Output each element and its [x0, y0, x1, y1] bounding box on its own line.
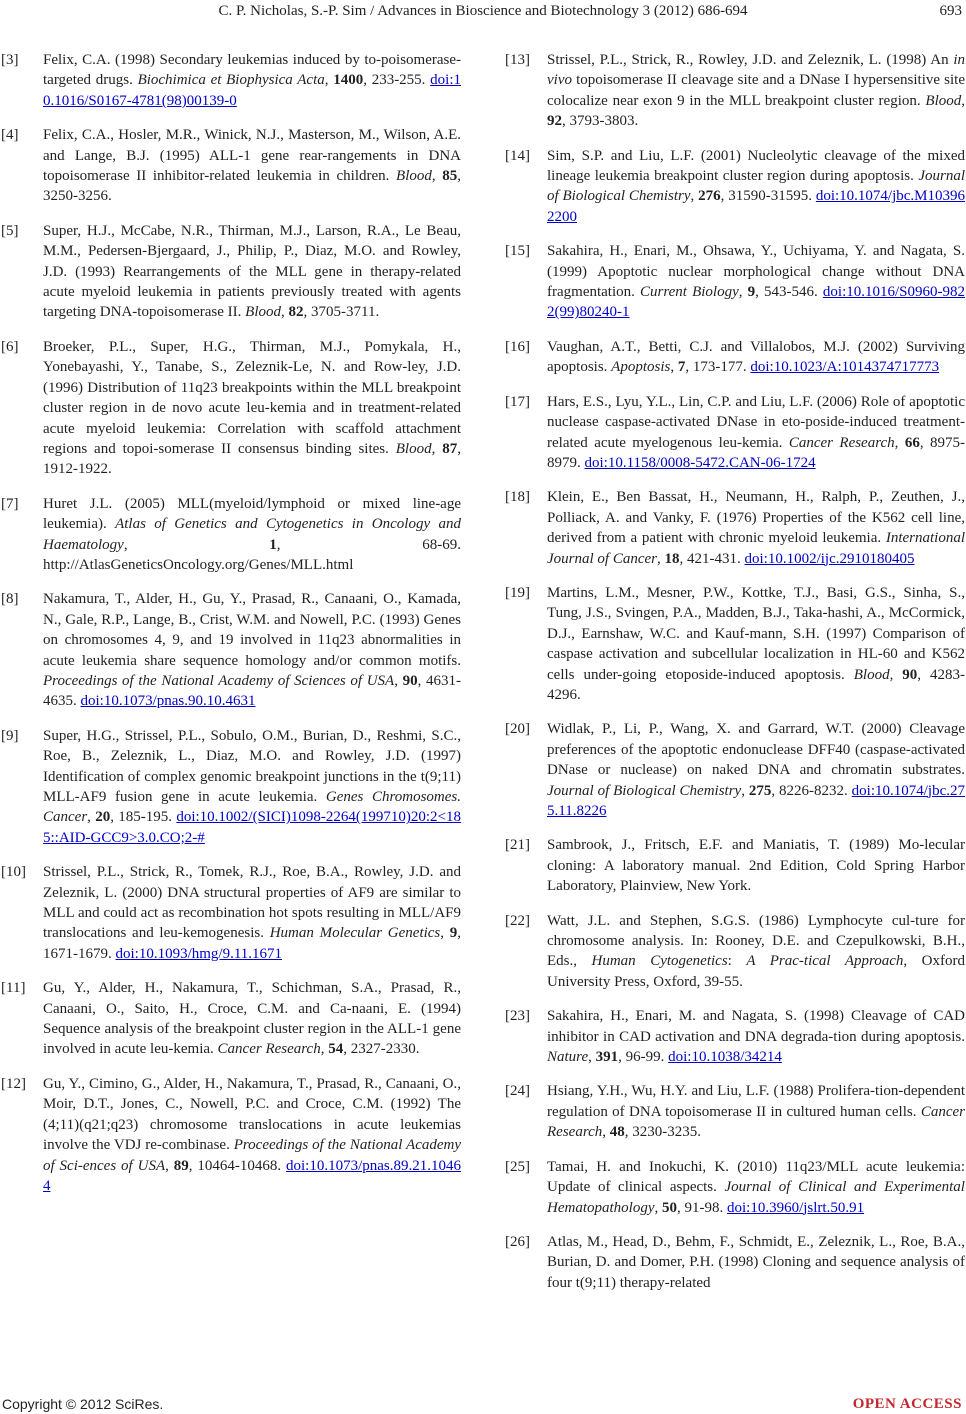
citation-italic: Proceedings of the National Academy of Sciences of USA [43, 672, 395, 689]
citation-text: , 68-69. http://AtlasGeneticsOncology.org/Genes/MLL.html [43, 536, 462, 573]
reference-text [43, 50, 461, 111]
citation-text: , [654, 1199, 662, 1216]
running-title: C. P. Nicholas, S.-P. Sim / Advances in Bioscience and Biotechnology 3 (2012) 686-694 [218, 3, 748, 19]
volume-number: 7 [677, 359, 686, 376]
citation-text: , 1671-1679. [43, 925, 462, 962]
citation-text: , [165, 1157, 174, 1174]
citation-text: , 185-195. [110, 809, 177, 826]
citation-text: , 8975-8979. [547, 434, 966, 471]
doi-link[interactable]: doi:10.1023/A:1014374717773 [750, 359, 940, 376]
citation-text: , 1912-1922. [43, 440, 461, 478]
reference-item [505, 50, 965, 132]
page-header [0, 0, 966, 30]
reference-number: [11] [1, 980, 26, 997]
volume-number: 85 [442, 168, 458, 185]
citation-text: Sim, S.P. and Liu, L.F. (2001) Nucleolytic cleavage of the mixed lineage leukemia breakpoint cluster region during apoptosis. [547, 147, 965, 185]
reference-text [547, 1081, 965, 1142]
doi-link[interactable]: doi:10.1002/(SICI)1098-2264(199710)20:2<185::AID-GCC9>3.0.CO;2-# [43, 809, 462, 846]
reference-item [505, 337, 965, 378]
page-number: 693 [939, 3, 962, 19]
citation-text: Gu, Y., Alder, H., Nakamura, T., Schichman, S.A., Prasad, R., Canaani, O., Saito, H., Croce, C.M. and Ca-naani, E. (1994) Sequence analysis of the breakpoint cluster region in the ALL-1 gene involved in acute leu-kemia. [43, 980, 461, 1058]
reference-number: [16] [505, 338, 530, 355]
volume-number: 1400 [333, 72, 364, 89]
citation-text: , [431, 440, 443, 457]
volume-number: 391 [595, 1049, 619, 1066]
volume-number: 82 [288, 304, 304, 321]
reference-text [43, 337, 461, 480]
copyright-notice: Copyright © 2012 SciRes. [2, 1396, 164, 1412]
citation-text: Huret J.L. (2005) MLL(myeloid/lymphoid or mixed line-age leukemia). [43, 495, 461, 533]
doi-link[interactable]: doi:10.1073/pnas.90.10.4631 [80, 693, 256, 710]
citation-text: , [588, 1049, 596, 1066]
volume-number: 20 [95, 809, 111, 826]
reference-number: [9] [1, 727, 19, 744]
reference-text [43, 221, 461, 323]
volume-number: 9 [747, 284, 756, 301]
citation-text: , [894, 434, 905, 451]
citation-text: , [657, 550, 665, 567]
reference-number: [6] [1, 338, 19, 355]
citation-italic: Nature [547, 1049, 589, 1066]
citation-italic: Biochimica et Biophysica Acta [137, 72, 325, 89]
citation-text: , 3705-3711. [303, 304, 380, 321]
citation-text: , 3250-3256. [43, 168, 462, 205]
citation-text: Strissel, P.L., Strick, R., Rowley, J.D. and Zeleznik, L. (1998) An [547, 52, 954, 68]
reference-item [1, 337, 461, 480]
volume-number: 48 [609, 1124, 625, 1141]
citation-text: , 4283-4296. [547, 666, 966, 703]
citation-text: Vaughan, A.T., Betti, C.J. and Villalobos, M.J. (2002) Surviving apoptosis. [547, 338, 965, 376]
reference-text [43, 494, 461, 576]
reference-item [1, 589, 461, 711]
citation-text: Sakahira, H., Enari, M., Ohsawa, Y., Uchiyama, Y. and Nagata, S. (1999) Apoptotic nuclear morphological change without DNA fragmentation. [547, 243, 965, 301]
doi-link[interactable]: doi:10.1016/S0960-9822(99)80240-1 [547, 284, 966, 321]
citation-italic: Genes Chromosomes. Cancer [43, 789, 461, 826]
citation-text: Watt, J.L. and Stephen, S.G.S. (1986) Lymphocyte cul-ture for chromosome analysis. In: Rooney, D.E. and Czepulkowski, B.H., Eds., [547, 912, 965, 970]
reference-text [43, 978, 461, 1060]
page-footer [0, 1395, 966, 1414]
volume-number: 276 [698, 188, 721, 205]
citation-italic: Journal of Clinical and Experimental Hematopathology [547, 1179, 965, 1216]
reference-item [1, 125, 461, 207]
citation-text: Felix, C.A. (1998) Secondary leukemias induced by to-poisomerase-targeted drugs. [43, 52, 461, 89]
reference-text [547, 719, 965, 821]
citation-italic: Journal of Biological Chemistry [547, 168, 965, 205]
reference-item [505, 719, 965, 821]
citation-text: , Oxford University Press, Oxford, 39-55. [547, 953, 966, 990]
doi-link[interactable]: doi:10.1038/34214 [668, 1049, 782, 1066]
citation-text: , [889, 666, 903, 683]
citation-italic: Blood [853, 666, 890, 683]
reference-item [1, 494, 461, 576]
reference-number: [24] [505, 1083, 530, 1100]
citation-italic: Blood [245, 304, 282, 321]
reference-number: [22] [505, 912, 530, 929]
open-access-label: OPEN ACCESS [852, 1396, 962, 1412]
reference-item [505, 1006, 965, 1067]
volume-number: 9 [449, 925, 458, 942]
reference-text [547, 583, 965, 705]
citation-text: , 91-98. [676, 1199, 727, 1216]
citation-text: Klein, E., Ben Bassat, H., Neumann, H., Ralph, P., Zeuthen, J., Polliack, A. and Vanky, F. (1976) Properties of the K562 cell line, derived from a patient with chronic myeloid leukemia. [547, 489, 965, 547]
doi-link[interactable]: doi:10.1073/pnas.89.21.10464 [43, 1157, 462, 1194]
reference-text [43, 589, 461, 711]
reference-item [1, 978, 461, 1060]
reference-number: [10] [1, 864, 26, 881]
volume-number: 275 [748, 782, 772, 799]
citation-text: Atlas, M., Head, D., Behm, F., Schmidt, E., Zeleznik, L., Roe, B.A., Burian, D. and Domer, P.H. (1998) Cloning and sequence analysis of four t(9;11) therapy-related [547, 1233, 965, 1291]
citation-italic: Cancer Research [547, 1103, 965, 1141]
citation-text: , 3793-3803. [562, 113, 639, 130]
citation-text: , [394, 672, 403, 689]
references-column-left [1, 50, 461, 1210]
citation-text: Hars, E.S., Lyu, Y.L., Lin, C.P. and Liu, L.F. (2006) Role of apoptotic nuclease caspase-activated DNase in eto-poside-induced treatment-related acute myelogenous leu-kemia. [547, 393, 965, 451]
citation-italic: Proceedings of the National Academy of Sci-ences of USA [43, 1137, 461, 1174]
citation-text: , [738, 284, 748, 301]
citation-italic: International Journal of Cancer [547, 530, 965, 567]
reference-number: [7] [1, 495, 19, 512]
citation-text: , [602, 1124, 610, 1141]
reference-number: [17] [505, 393, 530, 410]
citation-text: , 4631-4635. [43, 672, 461, 710]
doi-link[interactable]: doi:10.1074/jbc.275.11.8226 [547, 782, 965, 819]
reference-text [43, 125, 461, 207]
reference-item [505, 911, 965, 993]
volume-number: 18 [664, 550, 680, 567]
reference-text [547, 241, 965, 323]
citation-italic: Cancer Research [217, 1041, 321, 1058]
reference-number: [20] [505, 721, 530, 738]
citation-text: Nakamura, T., Alder, H., Gu, Y., Prasad, R., Canaani, O., Kamada, N., Gale, R.P., Lange, B., Crist, W.M. and Nowell, P.C. (1993) Genes on chromosomes 4, 9, and 19 involved in 11q23 abnormalities in acute leukemia share sequence homology and/or common motifs. [43, 591, 461, 669]
volume-number: 90 [902, 666, 918, 683]
doi-link[interactable]: doi:10.3960/jslrt.50.91 [726, 1199, 865, 1216]
reference-text [547, 337, 965, 378]
volume-number: 92 [547, 113, 562, 130]
reference-item [1, 50, 461, 111]
doi-link[interactable]: doi:10.1016/S0167-4781(98)00139-0 [43, 72, 461, 109]
citation-italic: Blood [925, 92, 962, 109]
reference-text [547, 487, 965, 569]
citation-italic: Human Cytogenetics [591, 953, 728, 970]
citation-text: , 31590-31595. [720, 188, 816, 205]
citation-text: , [431, 168, 443, 185]
reference-item [505, 835, 965, 896]
citation-text: , [670, 359, 678, 376]
citation-italic: Atlas of Genetics and Cytogenetics in Oncology and Haematology [43, 516, 461, 553]
citation-text: Strissel, P.L., Strick, R., Tomek, R.J., Roe, B.A., Rowley, J.D. and Zeleznik, L. (2000) DNA structural properties of AF9 are similar to MLL and could act as recombination hot spots resulting in MLL/AF9 translocations and leu-kemogenesis. [43, 864, 461, 942]
reference-number: [25] [505, 1158, 530, 1175]
citation-text: Super, H.J., McCabe, N.R., Thirman, M.J., Larson, R.A., Le Beau, M.M., Pedersen-Bjergaard, J., Philip, P., Diaz, M.O. and Rowley, J.D. (1993) Rearrangements of the MLL gene in therapy-related acute myeloid leukemia in patients previously treated with agents targeting DNA-topoisomerase II. [43, 222, 461, 321]
citation-text: Sakahira, H., Enari, M. and Nagata, S. (1998) Cleavage of CAD inhibitor in CAD activation and DNA degrada-tion during apoptosis. [547, 1008, 965, 1045]
citation-text: , 233-255. [363, 72, 431, 89]
references-column-right [505, 50, 965, 1307]
citation-italic: Blood [395, 440, 432, 457]
reference-text [547, 392, 965, 474]
citation-italic: Human Molecular Genetics [269, 925, 441, 942]
reference-number: [19] [505, 584, 530, 601]
reference-item [505, 392, 965, 474]
doi-link[interactable]: doi:10.1093/hmg/9.11.1671 [115, 945, 283, 962]
citation-text: , [961, 92, 965, 109]
reference-text [547, 50, 965, 132]
citation-text: , 173-177. [685, 359, 751, 376]
citation-text: , 96-99. [618, 1049, 669, 1066]
citation-italic: Journal of Biological Chemistry [547, 782, 742, 799]
reference-number: [21] [505, 837, 530, 854]
reference-text [43, 726, 461, 848]
citation-italic: Current Biology [640, 284, 739, 301]
citation-italic: Apoptosis [611, 359, 671, 376]
citation-text: Tamai, H. and Inokuchi, K. (2010) 11q23/MLL acute leukemia: Update of clinical aspects. [547, 1158, 965, 1196]
reference-item [1, 221, 461, 323]
reference-number: [3] [1, 52, 19, 68]
volume-number: 87 [442, 440, 458, 457]
reference-item [505, 487, 965, 569]
reference-item [1, 862, 461, 964]
citation-text: Broeker, P.L., Super, H.G., Thirman, M.J., Pomykala, H., Yonebayashi, Y., Tanabe, S., Zeleznik-Le, N. and Row-ley, J.D. (1996) Distribution of 11q23 breakpoints within the MLL breakpoint cluster region in de novo acute leu-kemia and in treatment-related acute myeloid leukemia: Correlation with scaffold attachment regions and topoi-somerase II consensus binding sites. [43, 338, 461, 457]
reference-item [1, 726, 461, 848]
citation-text: Widlak, P., Li, P., Wang, X. and Garrard, W.T. (2000) Cleavage preferences of the apoptotic endonuclease DFF40 (caspase-activated DNase or nuclease) on naked DNA and chromatin substrates. [547, 721, 965, 779]
reference-item [505, 241, 965, 323]
reference-item [505, 1081, 965, 1142]
reference-text [547, 1006, 965, 1067]
doi-link[interactable]: doi:10.1158/0008-5472.CAN-06-1724 [584, 454, 816, 471]
reference-item [1, 1074, 461, 1196]
citation-text: , 10464-10468. [188, 1157, 287, 1174]
citation-text: , [87, 809, 96, 826]
citation-text: , 8226-8232. [771, 782, 852, 799]
citation-text: , [440, 925, 450, 942]
reference-number: [13] [505, 52, 530, 68]
citation-text: Sambrook, J., Fritsch, E.F. and Maniatis, T. (1989) Mo-lecular cloning: A laboratory manual. 2nd Edition, Cold Spring Harbor Laboratory, Plainview, New York. [547, 837, 965, 895]
reference-item [505, 1157, 965, 1218]
reference-text [547, 835, 965, 896]
reference-number: [12] [1, 1075, 26, 1092]
citation-text: , [690, 188, 699, 205]
citation-text: topoisomerase II cleavage site and a DNase I hypersensitive site colocalize near exon 9 in the MLL breakpoint cluster region. [547, 72, 965, 109]
citation-text: , 3230-3235. [624, 1124, 702, 1141]
citation-text: Martins, L.M., Mesner, P.W., Kottke, T.J., Basi, G.S., Sinha, S., Tung, J.S., Svingen, P.A., Madden, B.J., Taka-hashi, A., McCormick, D.J., Earnshaw, W.C. and Kauf-mann, S.H. (1997) Comparison of caspase activation and subcellular localization in HL-60 and K562 cells under-going etoposide-induced apoptosis. [547, 584, 965, 683]
citation-text: : [727, 953, 747, 970]
citation-italic: A Prac-tical Approach [746, 953, 904, 970]
citation-text: Gu, Y., Cimino, G., Alder, H., Nakamura, T., Prasad, R., Canaani, O., Moir, D.T., Jones, C., Nowell, P.C. and Croce, C.M. (1992) The (4;11)(q21;q23) chromosome translocations in acute leukemias involve the VDJ re-combinase. [43, 1075, 461, 1154]
reference-item [505, 146, 965, 228]
reference-number: [4] [1, 127, 19, 144]
volume-number: 89 [173, 1157, 189, 1174]
reference-number: [8] [1, 591, 19, 608]
citation-text: Hsiang, Y.H., Wu, H.Y. and Liu, L.F. (1988) Prolifera-tion-dependent regulation of DNA topoisomerase II in cultured human cells. [547, 1083, 965, 1120]
citation-italic: in vivo [547, 52, 965, 89]
citation-italic: Blood [396, 168, 432, 185]
doi-link[interactable]: doi:10.1002/ijc.2910180405 [744, 550, 915, 567]
reference-item [505, 583, 965, 705]
citation-text: , [741, 782, 749, 799]
volume-number: 90 [402, 672, 418, 689]
citation-text: , 421-431. [679, 550, 745, 567]
citation-text: , 543-546. [755, 284, 823, 301]
reference-number: [15] [505, 243, 530, 260]
volume-number: 54 [328, 1041, 344, 1058]
reference-number: [18] [505, 489, 530, 506]
reference-text [547, 1232, 965, 1293]
volume-number: 66 [904, 434, 920, 451]
reference-number: [14] [505, 147, 530, 164]
doi-link[interactable]: doi:10.1074/jbc.M103962200 [547, 188, 966, 225]
reference-number: [5] [1, 222, 19, 239]
reference-text [547, 911, 965, 993]
reference-text [43, 862, 461, 964]
reference-item [505, 1232, 965, 1293]
citation-text: , [281, 304, 289, 321]
citation-text: , [324, 72, 334, 89]
citation-text: Felix, C.A., Hosler, M.R., Winick, N.J., Masterson, M., Wilson, A.E. and Lange, B.J. (1995) ALL-1 gene rear-rangements in DNA topoisomerase II inhibitor-related leukemia in children. [43, 127, 461, 185]
volume-number: 1 [269, 536, 277, 553]
reference-number: [23] [505, 1008, 530, 1025]
volume-number: 50 [661, 1199, 677, 1216]
reference-text [547, 146, 965, 228]
citation-text: , [320, 1041, 329, 1058]
reference-number: [26] [505, 1233, 530, 1250]
citation-text: , [123, 536, 270, 553]
reference-text [547, 1157, 965, 1218]
citation-text: , 2327-2330. [343, 1041, 420, 1058]
reference-text [43, 1074, 461, 1196]
citation-italic: Cancer Research [788, 434, 895, 451]
citation-text: Super, H.G., Strissel, P.L., Sobulo, O.M., Burian, D., Reshmi, S.C., Roe, B., Zeleznik, L., Diaz, M.O. and Rowley, J.D. (1997) Identification of complex genomic breakpoint junctions in the t(9;11) MLL-AF9 fusion gene in acute leukemia. [43, 727, 461, 805]
